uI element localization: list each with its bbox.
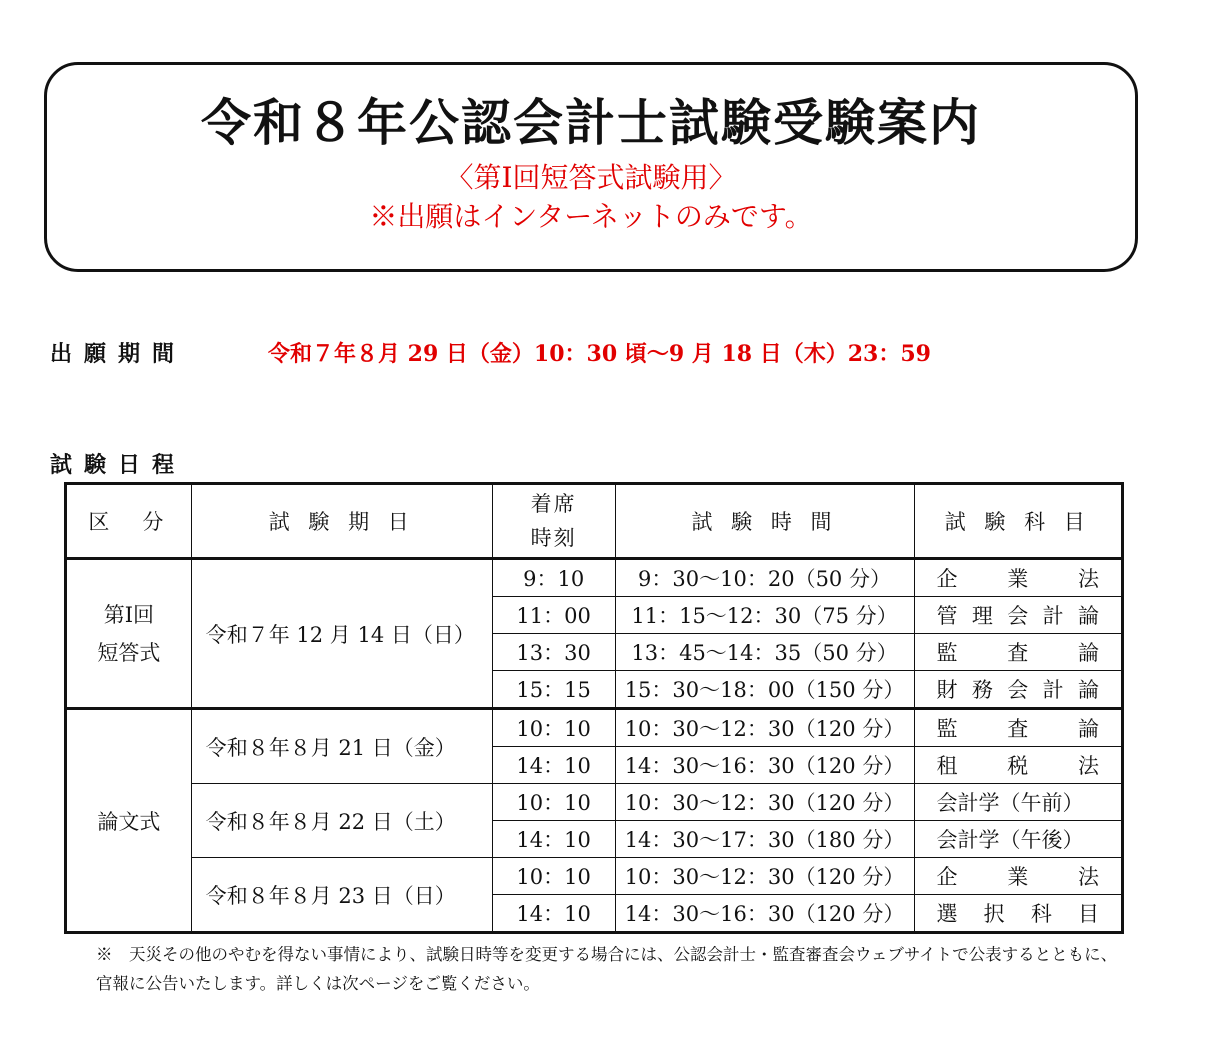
exam-time: 14：30～16：30（120 分）	[615, 895, 914, 933]
schedule-table	[64, 482, 1124, 934]
exam-time: 11：15～12：30（75 分）	[615, 597, 914, 634]
subtitle: 〈第Ⅰ回短答式試験用〉	[445, 161, 737, 194]
application-period-label: 出願期間	[50, 342, 187, 367]
ronbun-category: 論文式	[66, 709, 192, 933]
ronbun-date-2: 令和８年８月 22 日（土）	[191, 784, 492, 858]
ronbun-date-3: 令和８年８月 23 日（日）	[191, 858, 492, 933]
seat-time: 13：30	[492, 634, 615, 671]
seat-time: 10：10	[492, 784, 615, 821]
application-period: 令和７年８月 29 日（金）10：30 頃～9 月 18 日（木）23：59	[268, 341, 931, 367]
exam-time: 13：45～14：35（50 分）	[615, 634, 914, 671]
tanto-date: 令和７年 12 月 14 日（日）	[191, 559, 492, 709]
exam-subject: 企業法	[914, 559, 1122, 597]
seat-time: 15：15	[492, 671, 615, 709]
table-header-row	[66, 484, 1123, 559]
seat-time: 10：10	[492, 858, 615, 895]
exam-subject: 監査論	[914, 709, 1122, 747]
footnote: ※ 天災その他のやむを得ない事情により、試験日時等を変更する場合には、公認会計士・監査審査会ウェブサイトで公表するとともに、官報に公告いたします。詳しくは次ページをご覧ください。	[96, 945, 1118, 993]
table-row	[66, 709, 1123, 747]
schedule-label: 試験日程	[50, 453, 187, 478]
exam-subject: 監査論	[914, 634, 1122, 671]
page-title: 令和８年公認会計士試験受験案内	[201, 94, 981, 152]
seat-time: 14：10	[492, 895, 615, 933]
exam-subject: 選択科目	[914, 895, 1122, 933]
ronbun-date-1: 令和８年８月 21 日（金）	[191, 709, 492, 784]
header-time: 試 験 時 間	[615, 484, 914, 559]
header-category: 区 分	[66, 484, 192, 559]
exam-time: 9：30～10：20（50 分）	[615, 559, 914, 597]
seat-time: 11：00	[492, 597, 615, 634]
exam-subject: 管理会計論	[914, 597, 1122, 634]
exam-time: 10：30～12：30（120 分）	[615, 784, 914, 821]
exam-subject: 企業法	[914, 858, 1122, 895]
exam-time: 10：30～12：30（120 分）	[615, 858, 914, 895]
exam-time: 14：30～16：30（120 分）	[615, 747, 914, 784]
exam-time: 10：30～12：30（120 分）	[615, 709, 914, 747]
exam-time: 15：30～18：00（150 分）	[615, 671, 914, 709]
exam-subject: 会計学（午前）	[914, 784, 1122, 821]
table-row	[66, 559, 1123, 597]
seat-time: 14：10	[492, 821, 615, 858]
table-row	[66, 784, 1123, 821]
header-date: 試 験 期 日	[191, 484, 492, 559]
header-seat: 着席 時刻	[492, 484, 615, 559]
exam-subject: 会計学（午後）	[914, 821, 1122, 858]
seat-time: 14：10	[492, 747, 615, 784]
seat-time: 9：10	[492, 559, 615, 597]
tanto-category: 第Ⅰ回 短答式	[66, 559, 192, 709]
exam-subject: 財務会計論	[914, 671, 1122, 709]
internet-only-notice: ※出願はインターネットのみです。	[369, 200, 813, 233]
table-row	[66, 858, 1123, 895]
exam-time: 14：30～17：30（180 分）	[615, 821, 914, 858]
header-subject: 試 験 科 目	[914, 484, 1122, 559]
exam-subject: 租税法	[914, 747, 1122, 784]
title-box	[44, 62, 1138, 272]
seat-time: 10：10	[492, 709, 615, 747]
